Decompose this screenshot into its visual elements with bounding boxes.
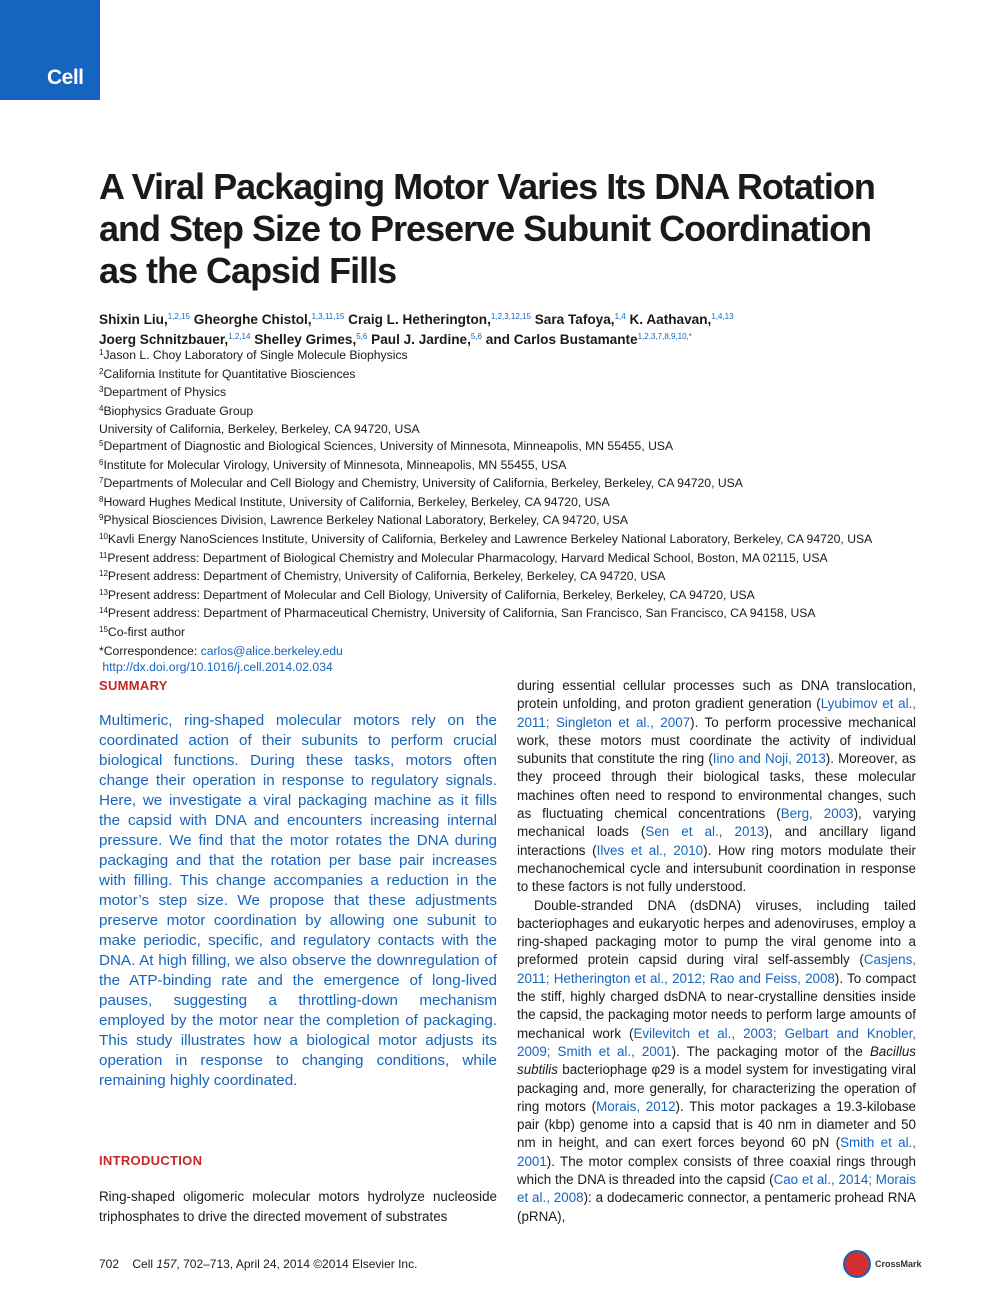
- affiliation-text: Present address: Department of Biological Chemistry and Molecular Pharmacology, Harvard Medical School, Boston, MA 02115, USA: [107, 550, 828, 565]
- footer-journal: Cell: [132, 1257, 154, 1271]
- affiliation-number: 5: [99, 438, 104, 448]
- affiliation-number: 13: [99, 587, 108, 597]
- affiliation-text: Howard Hughes Medical Institute, University of California, Berkeley, Berkeley, CA 94720, USA: [103, 494, 610, 509]
- body-text: ). The motor complex consists of three coaxial rings through which the DNA is threaded into the capsid (: [517, 1153, 916, 1188]
- affiliation-line: [99, 457, 929, 476]
- citation-link[interactable]: Casjens, 2011; Hetherington et al., 2012; Rao and Feiss, 2008: [517, 952, 916, 986]
- citation-link[interactable]: Iino and Noji, 2013: [712, 751, 826, 767]
- citation-link[interactable]: Lyubimov et al., 2011; Singleton et al., 2007: [517, 696, 916, 730]
- affiliation-number: 12: [99, 569, 108, 579]
- body-text: ). To perform processive mechanical work, these motors must coordinate the activity of individual subunits that constitute the ring (: [517, 714, 916, 767]
- affiliation-line: [99, 624, 929, 643]
- author-affiliation-refs: 1,4,13: [711, 312, 734, 321]
- body-text: ): a dodecameric connector, a pentameric prohead RNA (pRNA),: [517, 1190, 916, 1224]
- journal-logo-text: Cell: [47, 66, 84, 89]
- correspondence-email-link[interactable]: carlos@alice.berkeley.edu: [200, 643, 343, 658]
- affiliation-text: Biophysics Graduate Group: [103, 403, 254, 418]
- affiliation-number: 1: [99, 348, 104, 357]
- author-affiliation-refs: 1,2,3,12,15: [490, 312, 531, 321]
- affiliation-number: 11: [99, 550, 108, 560]
- author-affiliation-refs: 5,6: [470, 332, 482, 341]
- affiliation-line: [99, 531, 929, 550]
- author-name: Sara Tafoya,: [534, 312, 615, 327]
- affiliation-line: [99, 494, 929, 513]
- body-text: ). To compact the stiff, highly charged dsDNA to near-crystalline densities inside the capsid, the packaging motor needs to perform large amounts of mechanical work (: [517, 970, 916, 1041]
- affiliation-text: Co-first author: [107, 624, 186, 639]
- citation-link[interactable]: Sen et al., 2013: [645, 824, 765, 840]
- affiliation-line: [99, 605, 929, 624]
- body-text: bacteriophage φ29 is a model system for investigating viral packaging and, more generally, for characterizing the operation of ring motors (: [517, 1062, 916, 1114]
- affiliation-text: Jason L. Choy Laboratory of Single Molecule Biophysics: [103, 348, 408, 362]
- affiliation-number: 4: [99, 403, 104, 413]
- citation-link[interactable]: Morais, 2012: [596, 1098, 676, 1114]
- citation-link[interactable]: Berg, 2003: [780, 806, 854, 822]
- body-text: ), varying mechanical loads (: [517, 806, 916, 840]
- author-affiliation-refs: 1,3,11,15: [311, 312, 345, 321]
- affiliation-line: [99, 366, 929, 385]
- author-name: Gheorghe Chistol,: [193, 312, 312, 327]
- crossmark-icon: [843, 1250, 871, 1278]
- body-text: Double-stranded DNA (dsDNA) viruses, including tailed bacteriophages and eukaryotic herpes and adenoviruses, employ a ring-shaped packaging motor to pump the viral genome into a preformed protein capsid during viral self-assembly (: [517, 897, 916, 968]
- crossmark-badge[interactable]: [843, 1250, 922, 1278]
- affiliation-text: Physical Biosciences Division, Lawrence Berkeley National Laboratory, Berkeley, CA 94720, USA: [103, 513, 628, 528]
- author-list: [99, 311, 919, 351]
- doi-link[interactable]: http://dx.doi.org/10.1016/j.cell.2014.02.034: [102, 660, 333, 675]
- introduction-heading: INTRODUCTION: [99, 1153, 203, 1168]
- affiliation-line: [99, 403, 929, 422]
- affiliation-text: California Institute for Quantitative Biosciences: [103, 366, 356, 381]
- affiliation-number: 8: [99, 494, 104, 504]
- author-name: and Carlos Bustamante: [485, 332, 638, 347]
- affiliation-line: [99, 475, 929, 494]
- affiliation-line: [99, 421, 929, 438]
- citation-link[interactable]: Ilves et al., 2010: [596, 842, 704, 858]
- correspondence: *Correspondence: carlos@alice.berkeley.edu: [99, 643, 343, 658]
- body-text: ). The packaging motor of the: [671, 1043, 870, 1059]
- italic-term: Bacillus subtilis: [517, 1043, 916, 1078]
- affiliation-number: 6: [99, 457, 104, 467]
- affiliation-line: [99, 587, 929, 606]
- affiliation-number: 14: [99, 606, 108, 616]
- summary-text: Multimeric, ring-shaped molecular motors rely on the coordinated action of their subunits to perform crucial biological functions. During these tasks, motors often change their operation in response to regulatory signals. Here, we investigate a viral packaging machine as it fills the capsid with DNA and encounters increasing internal pressure. We find that the motor rotates the DNA during packaging and that the rotation per base pair increases with filling. This change accompanies a reduction in the motor’s step size. We propose that these adjustments preserve motor coordination by allowing one subunit to make periodic, specific, and regulatory contacts with the DNA. At high filling, we also observe the downregulation of the ATP-binding rate and the emergence of long-lived pauses, suggesting a throttling-down mechanism employed by the motor near the completion of packaging. This study illustrates how a biological motor adjusts its operation in response to changing conditions, while remaining highly coordinated.: [99, 712, 497, 1089]
- author-affiliation-refs: 1,2,3,7,8,9,10,*: [637, 332, 692, 341]
- affiliation-line: [99, 568, 929, 587]
- introduction-paragraph-2: [517, 897, 916, 1226]
- author-name: K. Aathavan,: [629, 312, 712, 327]
- author-name: Joerg Schnitzbauer,: [99, 332, 229, 347]
- affiliation-text: Present address: Department of Pharmaceutical Chemistry, University of California, San Francisco, San Francisco, CA 94158, USA: [107, 606, 816, 621]
- body-text: ). Moreover, as they proceed through their biological tasks, these molecular machines often need to respond to environmental changes, such as fluctuating chemical concentrations (: [517, 751, 916, 822]
- footer-volume: 157: [156, 1257, 177, 1271]
- summary-heading: SUMMARY: [99, 678, 168, 693]
- body-text: ). How ring motors modulate their mechanochemical cycle and intersubunit coordination in response to these factors is not fully understood.: [517, 842, 916, 895]
- affiliation-line: [99, 512, 929, 531]
- affiliation-line: [99, 347, 929, 366]
- body-text: ). This motor packages a 19.3-kilobase pair (kbp) genome into a capsid that is 40 nm in diameter and 50 nm in height, and can exert forces beyond 60 pN (: [517, 1098, 916, 1151]
- affiliation-number: 15: [99, 624, 108, 634]
- affiliation-number: 2: [99, 366, 104, 376]
- article-title: A Viral Packaging Motor Varies Its DNA Rotation and Step Size to Preserve Subunit Coordination as the Capsid Fills: [99, 166, 875, 291]
- journal-logo: [0, 0, 100, 100]
- author-affiliation-refs: 1,4: [614, 312, 626, 321]
- author-name: Paul J. Jardine,: [371, 332, 471, 347]
- affiliation-text: Institute for Molecular Virology, University of Minnesota, Minneapolis, MN 55455, USA: [103, 457, 567, 472]
- affiliation-number: 3: [99, 385, 104, 395]
- author-name: Shixin Liu,: [99, 312, 168, 327]
- citation-link[interactable]: Smith et al., 2001: [517, 1135, 916, 1169]
- author-affiliation-refs: 5,6: [356, 332, 368, 341]
- affiliation-line: [99, 550, 929, 569]
- body-text: ), and ancillary ligand interactions (: [517, 824, 916, 858]
- affiliation-text: Departments of Molecular and Cell Biology and Chemistry, University of California, Berkeley, Berkeley, CA 94720, USA: [103, 476, 743, 491]
- right-column: [517, 677, 916, 1226]
- crossmark-label: CrossMark: [875, 1259, 922, 1269]
- affiliation-text: Kavli Energy NanoSciences Institute, University of California, Berkeley and Lawrence Berkeley National Laboratory, Berkeley, CA 94720, USA: [107, 531, 873, 546]
- affiliation-text: Present address: Department of Molecular and Cell Biology, University of California, Berkeley, Berkeley, CA 94720, USA: [107, 587, 755, 602]
- author-affiliation-refs: 1,2,15: [167, 312, 190, 321]
- page-footer: [99, 1257, 417, 1271]
- affiliation-text: Department of Physics: [103, 385, 227, 400]
- affiliation-line: [99, 438, 929, 457]
- body-text: during essential cellular processes such as DNA translocation, protein unfolding, and proton gradient generation (: [517, 678, 916, 712]
- affiliation-number: 9: [99, 513, 104, 523]
- author-name: Shelley Grimes,: [254, 332, 357, 347]
- author-name: Craig L. Hetherington,: [348, 312, 491, 327]
- affiliation-number: 10: [99, 531, 108, 541]
- affiliation-line: [99, 384, 929, 403]
- affiliation-text: University of California, Berkeley, Berkeley, CA 94720, USA: [99, 422, 420, 437]
- affiliation-list: [99, 347, 929, 676]
- citation-link[interactable]: Cao et al., 2014; Morais et al., 2008: [517, 1172, 916, 1206]
- footer-citation: , 702–713, April 24, 2014 ©2014 Elsevier Inc.: [176, 1257, 418, 1271]
- affiliation-number: 7: [99, 476, 104, 486]
- affiliation-text: Department of Diagnostic and Biological Sciences, University of Minnesota, Minneapolis, MN 55455, USA: [103, 438, 674, 453]
- page-number: 702: [99, 1257, 120, 1271]
- citation-link[interactable]: Evilevitch et al., 2003; Gelbart and Knobler, 2009; Smith et al., 2001: [517, 1025, 917, 1059]
- affiliation-text: Present address: Department of Chemistry, University of California, Berkeley, Berkeley, CA 94720, USA: [107, 569, 666, 584]
- author-affiliation-refs: 1,2,14: [228, 332, 251, 341]
- introduction-paragraph-1: [517, 677, 916, 897]
- introduction-paragraph-left: Ring-shaped oligomeric molecular motors hydrolyze nucleoside triphosphates to drive the directed movement of substrates: [99, 1189, 497, 1224]
